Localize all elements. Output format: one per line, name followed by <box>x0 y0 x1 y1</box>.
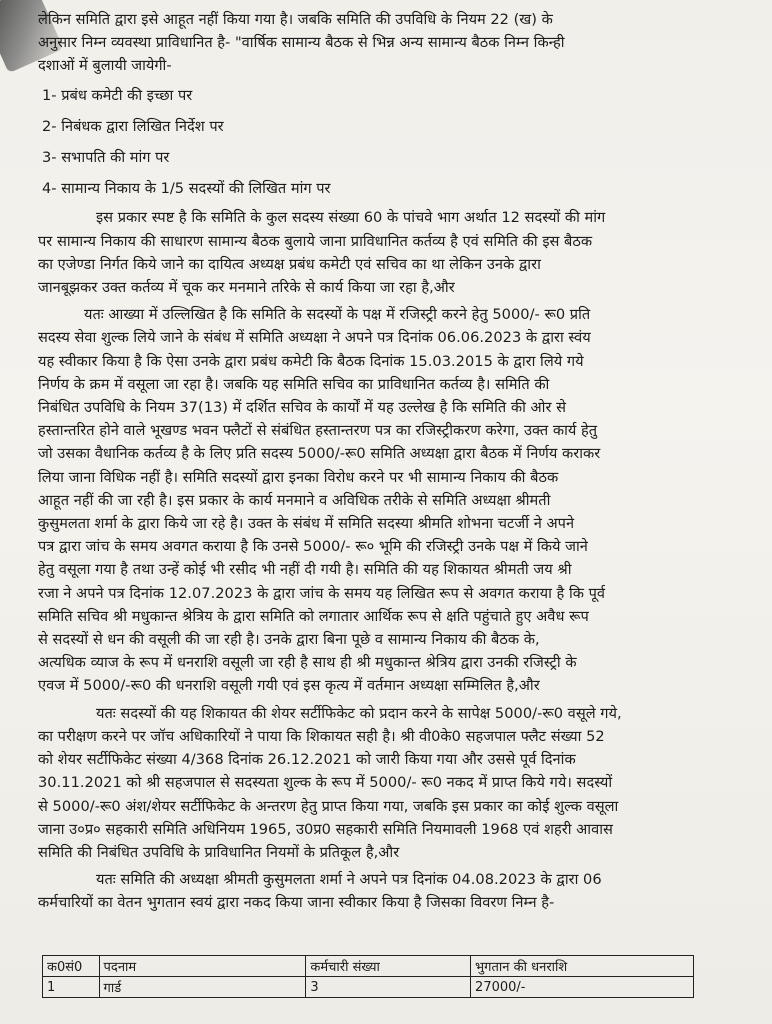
text-line: पर सामान्य निकाय की साधारण सामान्य बैठक बुलाये जाना प्राविधानित कर्तव्य है एवं समिति की इस बैठक <box>38 232 593 250</box>
text-line: 30.11.2021 को श्री सहजपाल से सदस्यता शुल्क के रूप में 5000/- रू0 नकद में प्राप्त किये गये। सदस्यों <box>38 774 613 792</box>
conditions-list <box>38 84 738 201</box>
table-header-row <box>43 956 694 977</box>
text-line: यह स्वीकार किया है कि ऐसा उनके द्वारा प्रबंध कमेटी कि बैठक दिनांक 15.03.2015 के द्वारा लिये गये <box>38 352 584 370</box>
paragraph-3 <box>38 702 738 864</box>
text-line: सदस्य सेवा शुल्क लिये जाने के संबंध में समिति अध्यक्षा ने अपने पत्र दिनांक 06.06.2023 के द्वारा स्वंय <box>38 329 591 347</box>
text-line: जाना उ०प्र० सहकारी समिति अधिनियम 1965, उ0प्र0 सहकारी समिति नियमावली 1968 एवं शहरी आवास <box>38 820 613 838</box>
column-header-employee-count: कर्मचारी संख्या <box>306 956 471 977</box>
text-line: से 5000/-रू0 अंश/शेयर सर्टीफिकेट के अन्तरण हेतु प्राप्त किया गया, जबकि इस प्रकार का कोई शुल्क वसूला <box>38 797 619 815</box>
text-line: हस्तान्तरित होने वाले भूखण्ड भवन फ्लैटों से संबंधित हस्तान्तरण पत्र का रजिस्ट्रीकरण करेगा, उक्त कार्य हेतु <box>38 422 598 440</box>
text-line: आहूत नहीं की जा रही है। इस प्रकार के कार्य मनमाने व अविधिक तरीके से समिति अध्यक्षा श्रीमती <box>38 491 551 509</box>
text-line: रजा ने अपने पत्र दिनांक 12.07.2023 के द्वारा जांच के समय यह लिखित रूप से अवगत कराया है कि पूर्व <box>38 584 606 602</box>
list-item: 3- सभापति की मांग पर <box>42 149 170 167</box>
list-item: 2- निबंधक द्वारा लिखित निर्देश पर <box>42 117 224 135</box>
table-cell-designation: गार्ड <box>99 977 306 998</box>
text-line: निर्णय के क्रम में वसूला जा रहा है। जबकि यह समिति सचिव का प्राविधानित कर्तव्य है। समिति की <box>38 375 550 393</box>
text-line: अत्यधिक व्याज के रूप में धनराशि वसूली जा रही है साथ ही श्री मधुकान्त श्रेत्रिय द्वारा उनकी रजिस्ट्री के <box>38 654 577 672</box>
text-line: कुसुमलता शर्मा के द्वारा किये जा रहे है। उक्त के संबंध में समिति सदस्या श्रीमति शोभना चटर्जी ने अपने <box>38 515 575 533</box>
paragraph-1 <box>38 206 738 299</box>
text-line: समिति सचिव श्री मधुकान्त श्रेत्रिय के द्वारा समिति को लगातार आर्थिक रूप से क्षति पहुंचाते हुए अवैध रूप <box>38 607 589 625</box>
column-header-serial: क0सं0 <box>43 956 100 977</box>
text-line: जो उसका वैधानिक कर्तव्य है के लिए प्रति सदस्य 5000/-रू0 समिति अध्यक्षा द्वारा बैठक में निर्णय कराकर <box>38 445 601 463</box>
paragraph-4 <box>38 868 738 914</box>
column-header-payment-amount: भुगतान की धनराशि <box>471 956 694 977</box>
text-line: समिति की निबंधित उपविधि के प्राविधानित नियमों के प्रतिकूल है,और <box>38 843 400 861</box>
document-body <box>38 8 738 917</box>
text-line: जानबूझकर उक्त कर्तव्य में चूक कर मनमाने तरिके से कार्य किया जा रहा है,और <box>38 279 455 297</box>
list-item: 1- प्रबंध कमेटी की इच्छा पर <box>42 86 193 104</box>
list-item: 4- सामान्य निकाय के 1/5 सदस्यों की लिखित मांग पर <box>42 180 331 198</box>
text-line: एवज में 5000/-रू0 की धनराशि वसूली गयी एवं इस कृत्य में वर्तमान अध्यक्षा सम्मिलित है,और <box>38 677 540 695</box>
text-line: दशाओं में बुलायी जायेगी- <box>38 57 172 75</box>
text-line: कर्मचारियों का वेतन भुगतान स्वयं द्वारा नकद किया जाना स्वीकार किया है जिसका विवरण निम्न है- <box>38 894 555 912</box>
paragraph-2 <box>38 303 738 697</box>
text-line: अनुसार निम्न व्यवस्था प्राविधानित है- "वार्षिक सामान्य बैठक से भिन्न अन्य सामान्य बैठक निम्न किन्ही <box>38 34 565 52</box>
text-line: यतः आख्या में उल्लिखित है कि समिति के सदस्यों के पक्ष में रजिस्ट्री करने हेतु 5000/- रू0 प्रति <box>84 306 591 324</box>
text-line: पत्र द्वारा जांच के समय अवगत कराया है कि उनसे 5000/- रू० भूमि की रजिस्ट्री उनके पक्ष में किये जाने <box>38 538 588 556</box>
text-line: हेतु वसूला गया है तथा उन्हें कोई भी रसीद भी नहीं दी गयी है। समिति की यह शिकायत श्रीमती जय श्री <box>38 561 572 579</box>
text-line: से सदस्यों से धन की वसूली की जा रही है। उनके द्वारा बिना पूछे व सामान्य निकाय की बैठक के, <box>38 631 540 649</box>
table-cell-employee-count: 3 <box>306 977 471 998</box>
text-line: यतः सदस्यों की यह शिकायत की शेयर सर्टीफिकेट को प्रदान करने के सापेक्ष 5000/-रू0 वसूले गये, <box>96 704 622 722</box>
text-line: यतः समिति की अध्यक्षा श्रीमती कुसुमलता शर्मा ने अपने पत्र दिनांक 04.08.2023 के द्वारा 06 <box>96 871 602 889</box>
text-line: लिया जाना विधिक नहीं है। समिति सदस्यों द्वारा इनका विरोध करने पर भी सामान्य निकाय की बैठक <box>38 468 559 486</box>
text-line: का परीक्षण करने पर जॉच अधिकारियों ने पाया कि शिकायत सही है। श्री वी0के0 सहजपाल फ्लैट संख्या 52 <box>38 727 605 745</box>
text-line: लेकिन समिति द्वारा इसे आहूत नहीं किया गया है। जबकि समिति की उपविधि के नियम 22 (ख) के <box>38 11 553 28</box>
table-row <box>43 977 694 998</box>
payment-details-table <box>42 955 694 998</box>
text-line: निबंधित उपविधि के नियम 37(13) में दर्शित सचिव के कार्यों में यह उल्लेख है कि समिति की ओर से <box>38 399 567 417</box>
text-line: इस प्रकार स्पष्ट है कि समिति के कुल सदस्य संख्या 60 के पांचवे भाग अर्थात 12 सदस्यों की मांग <box>96 209 606 227</box>
text-line: का एजेण्डा निर्गत किये जाने का दायित्व अध्यक्ष प्रबंध कमेटी एवं सचिव का था लेकिन उनके द्वारा <box>38 255 541 273</box>
table-cell-payment-amount: 27000/- <box>471 977 694 998</box>
column-header-designation: पदनाम <box>99 956 306 977</box>
text-line: को शेयर सर्टीफिकेट संख्या 4/368 दिनांक 26.12.2021 को जारी किया गया और उससे पूर्व दिनांक <box>38 751 576 769</box>
intro-text <box>38 8 738 78</box>
table-cell-serial: 1 <box>43 977 100 998</box>
